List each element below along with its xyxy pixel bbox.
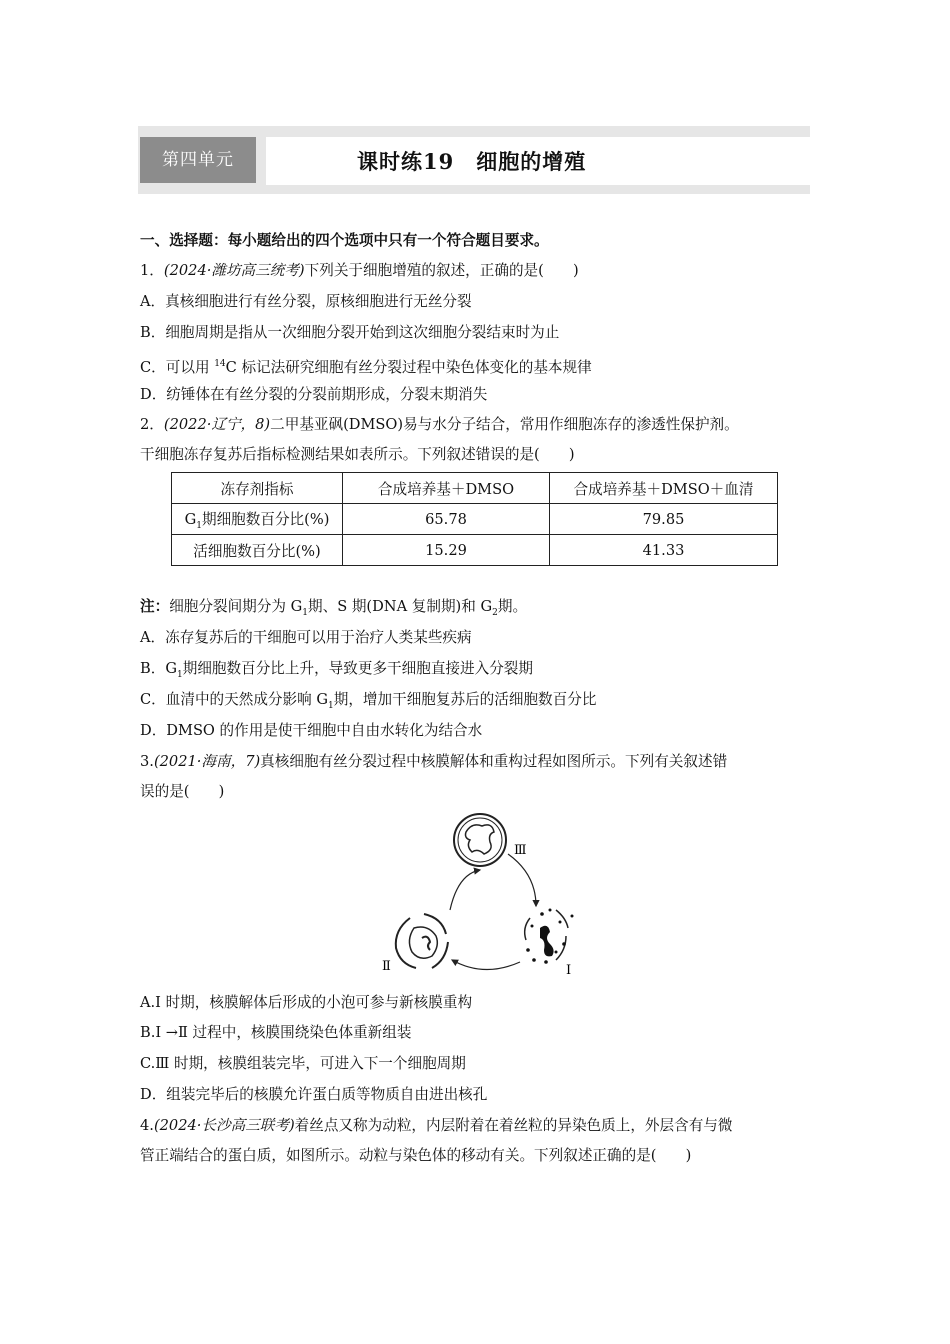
cell-i-illustration bbox=[525, 909, 574, 964]
q2-option-b bbox=[140, 659, 533, 685]
q1-option-c-sup: 14 bbox=[214, 359, 226, 369]
unit-tab: 第四单元 bbox=[140, 137, 256, 183]
q2-option-c-pre: C．血清中的天然成分影响 G bbox=[140, 691, 328, 708]
table-header-cell: 合成培养基＋DMSO bbox=[343, 473, 550, 504]
q2-source: (2022·辽宁，8) bbox=[163, 416, 271, 433]
q2-option-c-sub: 1 bbox=[328, 700, 334, 711]
q2-note-p1: 细胞分裂间期分为 G bbox=[169, 598, 303, 615]
q2-stem-line1: 二甲基亚砜(DMSO)易与水分子结合，常用作细胞冻存的渗透性保护剂。 bbox=[270, 416, 739, 433]
row1-label-sub: 1 bbox=[196, 520, 202, 531]
nuclear-envelope-cycle-figure bbox=[380, 810, 590, 980]
q2-option-c bbox=[140, 690, 596, 716]
q1-option-b: B．细胞周期是指从一次细胞分裂开始到这次细胞分裂结束时为止 bbox=[140, 324, 560, 341]
q1-stem-text: 下列关于细胞增殖的叙述，正确的是( ) bbox=[304, 262, 579, 279]
table-row-label bbox=[172, 504, 343, 535]
table-cell: 79.85 bbox=[550, 504, 778, 535]
q2-option-b-pre: B．G bbox=[140, 660, 177, 677]
row1-label-post: 期细胞数百分比(%) bbox=[201, 510, 330, 528]
data-table bbox=[171, 472, 778, 566]
page-title: 课时练19 细胞的增殖 bbox=[357, 149, 587, 174]
question-2-stem bbox=[140, 415, 739, 435]
q3-stem-line1: 真核细胞有丝分裂过程中核膜解体和重构过程如图所示。下列有关叙述错 bbox=[260, 753, 728, 770]
q2-note-p2: 期、S 期(DNA 复制期)和 G bbox=[308, 598, 493, 615]
q2-option-c-post: 期，增加干细胞复苏后的活细胞数百分比 bbox=[333, 691, 597, 708]
q3-option-d: D．组装完毕后的核膜允许蛋白质等物质自由进出核孔 bbox=[140, 1086, 488, 1103]
q2-option-d: D．DMSO 的作用是使干细胞中自由水转化为结合水 bbox=[140, 722, 483, 739]
table-cell: 41.33 bbox=[550, 535, 778, 566]
table-row bbox=[172, 504, 778, 535]
section-heading: 一、选择题：每小题给出的四个选项中只有一个符合题目要求。 bbox=[140, 232, 549, 249]
arrow-ii-to-iii bbox=[450, 870, 480, 910]
q3-number: 3. bbox=[140, 753, 154, 770]
q4-source: (2024·长沙高三联考) bbox=[153, 1117, 295, 1134]
q2-stem-line2: 干细胞冻存复苏后指标检测结果如表所示。下列叙述错误的是( ) bbox=[140, 446, 575, 463]
q1-option-c-pre: C．可以用 bbox=[140, 358, 215, 376]
q1-number: 1． bbox=[140, 262, 164, 279]
label-ii: Ⅱ bbox=[382, 959, 391, 974]
table-header-cell: 冻存剂指标 bbox=[172, 473, 343, 504]
q2-option-b-post: 期细胞数百分比上升，导致更多干细胞直接进入分裂期 bbox=[182, 660, 533, 677]
cell-iii-illustration bbox=[454, 814, 506, 866]
q2-option-a: A．冻存复苏后的干细胞可以用于治疗人类某些疾病 bbox=[140, 629, 472, 646]
row1-label-pre: G bbox=[184, 510, 197, 528]
q3-stem-line2: 误的是( ) bbox=[140, 783, 225, 800]
question-4-stem bbox=[140, 1116, 733, 1136]
table-row-label: 活细胞数百分比(%) bbox=[172, 535, 343, 566]
arrow-i-to-ii bbox=[452, 960, 520, 970]
table-header-row bbox=[172, 473, 778, 504]
q1-option-c bbox=[140, 354, 592, 378]
q2-note-lead: 注： bbox=[140, 598, 170, 615]
q2-note bbox=[140, 597, 527, 623]
q4-stem-line1: 着丝点又称为动粒，内层附着在着丝粒的异染色质上，外层含有与微 bbox=[294, 1117, 733, 1134]
q2-option-b-sub: 1 bbox=[176, 669, 183, 680]
q3-source: (2021·海南，7) bbox=[153, 753, 261, 770]
q1-source: (2024·潍坊高三统考) bbox=[163, 262, 305, 279]
cell-ii-illustration bbox=[396, 914, 448, 968]
q4-stem-line2: 管正端结合的蛋白质，如图所示。动粒与染色体的移动有关。下列叙述正确的是( ) bbox=[140, 1147, 692, 1164]
arrow-iii-to-i bbox=[508, 854, 536, 906]
q3-option-a: A.Ⅰ 时期，核膜解体后形成的小泡可参与新核膜重构 bbox=[140, 994, 473, 1011]
label-i: Ⅰ bbox=[566, 963, 572, 978]
q2-number: 2． bbox=[140, 416, 164, 433]
question-3-stem bbox=[140, 752, 727, 772]
q4-number: 4. bbox=[140, 1117, 154, 1134]
q2-note-sub1: 1 bbox=[302, 607, 308, 618]
q1-option-c-post: C 标记法研究细胞有丝分裂过程中染色体变化的基本规律 bbox=[225, 358, 592, 376]
table-row bbox=[172, 535, 778, 566]
q1-option-a: A．真核细胞进行有丝分裂，原核细胞进行无丝分裂 bbox=[140, 293, 472, 310]
table-header-cell: 合成培养基＋DMSO＋血清 bbox=[550, 473, 778, 504]
q2-note-sub2: 2 bbox=[492, 607, 498, 618]
q3-option-b: B.Ⅰ →Ⅱ 过程中，核膜围绕染色体重新组装 bbox=[140, 1024, 412, 1041]
table-cell: 65.78 bbox=[343, 504, 550, 535]
q3-option-c: C.Ⅲ 时期，核膜组装完毕，可进入下一个细胞周期 bbox=[140, 1055, 466, 1072]
question-1-stem bbox=[140, 261, 579, 281]
q2-note-p3: 期。 bbox=[497, 598, 528, 615]
table-cell: 15.29 bbox=[343, 535, 550, 566]
q1-option-d: D．纺锤体在有丝分裂的分裂前期形成，分裂末期消失 bbox=[140, 386, 488, 403]
label-iii: Ⅲ bbox=[514, 843, 527, 858]
